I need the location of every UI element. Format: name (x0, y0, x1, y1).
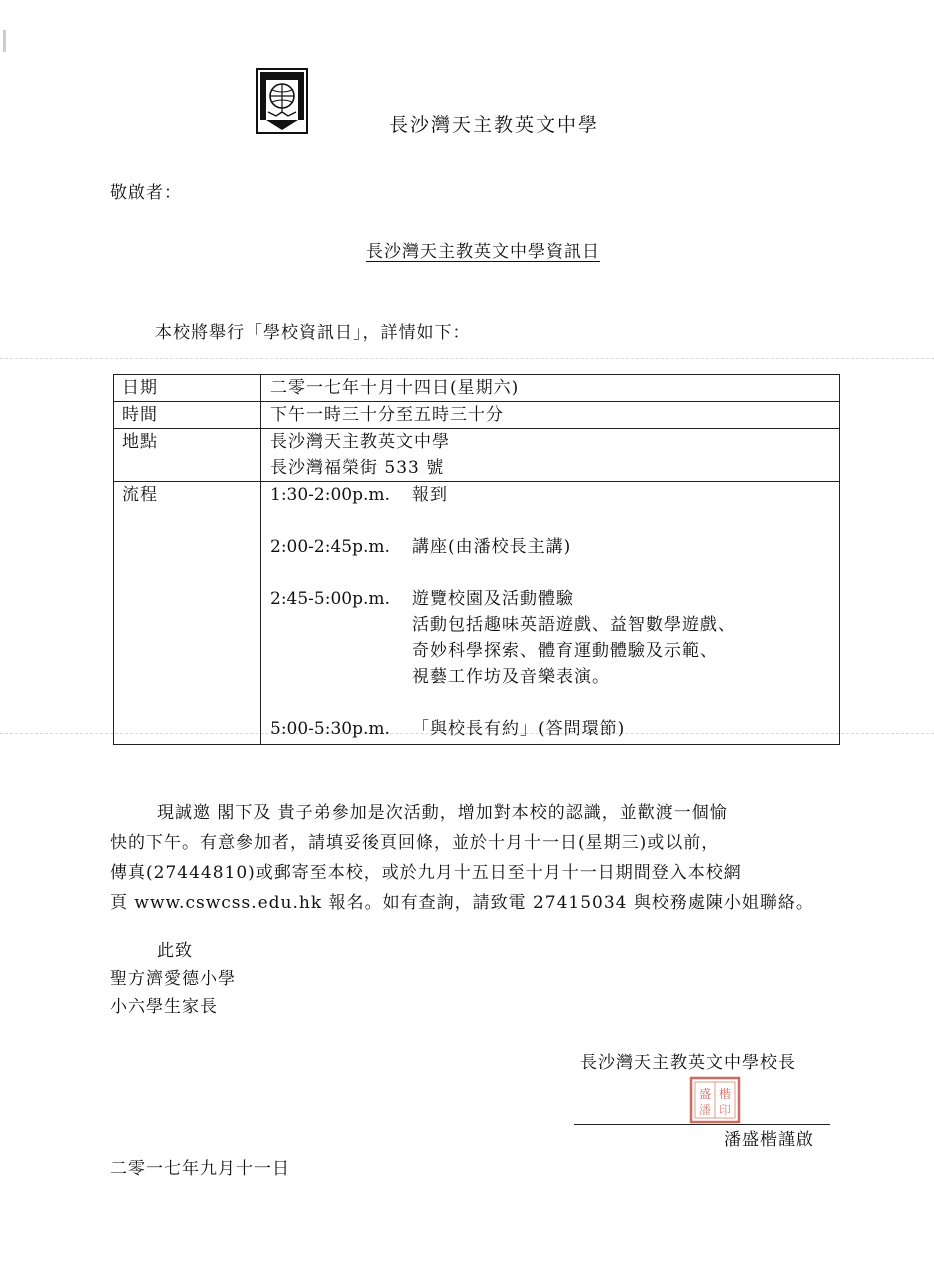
school-crest-logo (256, 68, 308, 134)
event-details-table (113, 374, 840, 745)
schedule-label: 流程 (114, 482, 261, 745)
venue-value (261, 429, 840, 482)
letter-date: 二零一七年九月十一日 (110, 1159, 290, 1179)
schedule-time: 2:45-5:00p.m. (270, 589, 390, 609)
recipient-line: 聖方濟愛德小學 (110, 969, 236, 989)
table-row-venue (114, 429, 840, 482)
schedule-detail-line: 活動包括趣味英語遊戲、益智數學遊戲、 (412, 615, 736, 635)
schedule-item (270, 586, 831, 612)
table-row-date (114, 375, 840, 402)
schedule-time: 1:30-2:00p.m. (270, 485, 390, 505)
venue-line: 長沙灣福榮街 533 號 (270, 458, 445, 478)
svg-text:印: 印 (718, 1103, 732, 1117)
schedule-item (270, 716, 831, 742)
scan-edge-mark (3, 30, 6, 52)
paragraph-line: 快的下午。有意參加者，請填妥後頁回條，並於十月十一日(星期三)或以前， (110, 833, 720, 853)
closing-phrase: 此致 (157, 941, 193, 961)
schedule-activity: 遊覽校園及活動體驗 (412, 589, 574, 609)
venue-label: 地點 (114, 429, 261, 482)
paragraph-line: 現誠邀 閣下及 貴子弟參加是次活動，增加對本校的認識，並歡渡一個愉 (157, 803, 728, 823)
svg-text:盛: 盛 (698, 1087, 712, 1101)
school-name-heading: 長沙灣天主教英文中學 (389, 114, 600, 136)
schedule-activity: 「與校長有約」(答問環節) (412, 719, 626, 739)
svg-text:潘: 潘 (698, 1103, 712, 1117)
intro-paragraph: 本校將舉行「學校資訊日」，詳情如下： (155, 323, 471, 343)
paragraph-line: 傳真(27444810)或郵寄至本校，或於九月十五日至十月十一日期間登入本校網 (110, 863, 742, 883)
scan-fold-line (0, 358, 934, 359)
schedule-time: 2:00-2:45p.m. (270, 537, 390, 557)
schedule-item (270, 534, 831, 560)
signer-name: 潘盛楷謹啟 (724, 1130, 814, 1150)
table-row-time (114, 402, 840, 429)
invitation-paragraph (110, 798, 840, 918)
schedule-detail-line: 視藝工作坊及音樂表演。 (412, 667, 610, 687)
table-row-schedule (114, 482, 840, 745)
recipient-line: 小六學生家長 (110, 997, 218, 1017)
schedule-detail-line: 奇妙科學探索、體育運動體驗及示範、 (412, 641, 718, 661)
paragraph-line: 頁 www.cswcss.edu.hk 報名。如有查詢，請致電 27415034 與校務處陳小姐聯絡。 (110, 893, 814, 913)
signature-line (574, 1124, 830, 1125)
schedule-item (270, 482, 831, 508)
schedule-activity: 報到 (412, 485, 448, 505)
time-value: 下午一時三十分至五時三十分 (261, 402, 840, 429)
letter-title: 長沙灣天主教英文中學資訊日 (366, 242, 600, 262)
sender-title: 長沙灣天主教英文中學校長 (580, 1053, 796, 1073)
svg-text:楷: 楷 (718, 1087, 732, 1101)
schedule-value (261, 482, 840, 745)
red-seal-stamp (689, 1076, 741, 1124)
venue-line: 長沙灣天主教英文中學 (270, 432, 450, 452)
salutation: 敬啟者： (110, 183, 182, 203)
schedule-activity: 講座(由潘校長主講) (412, 537, 572, 557)
date-label: 日期 (114, 375, 261, 402)
date-value: 二零一七年十月十四日(星期六) (261, 375, 840, 402)
time-label: 時間 (114, 402, 261, 429)
schedule-time: 5:00-5:30p.m. (270, 719, 390, 739)
